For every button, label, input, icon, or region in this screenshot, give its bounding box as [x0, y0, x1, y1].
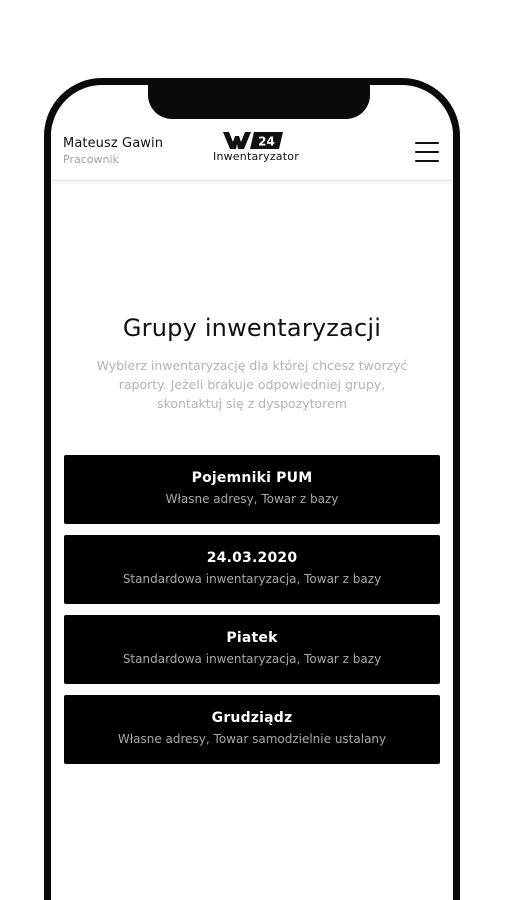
logo-text: Inwentaryzator — [213, 150, 299, 163]
user-role: Pracownik — [63, 153, 119, 166]
group-name: Pojemniki PUM — [191, 470, 313, 486]
menu-line — [415, 151, 439, 153]
group-list — [64, 455, 440, 775]
group-details: Standardowa inwentaryzacja, Towar z bazy — [122, 652, 382, 666]
logo-badge-text: 24 — [258, 134, 275, 149]
group-card-pojemniki-pum[interactable] — [64, 455, 440, 524]
w24-logo-icon — [223, 132, 283, 149]
group-card-24-03-2020[interactable] — [64, 535, 440, 604]
group-card-piatek[interactable] — [64, 615, 440, 684]
phone-notch — [148, 83, 370, 119]
group-name: Piatek — [226, 630, 278, 646]
menu-line — [415, 142, 439, 144]
group-card-grudziadz[interactable] — [64, 695, 440, 764]
user-name: Mateusz Gawin — [63, 136, 164, 151]
app-header — [51, 123, 453, 181]
group-details: Własne adresy, Towar z bazy — [165, 492, 339, 506]
page-title: Grupy inwentaryzacji — [122, 314, 382, 342]
app-logo — [213, 132, 299, 163]
hamburger-menu-icon[interactable] — [415, 142, 439, 162]
menu-line — [415, 160, 439, 162]
page-description: Wybierz inwentaryzację dla której chcesz tworzyć raporty. Jeżeli brakuje odpowiedniej grupy, skontaktuj się z dyspozytorem — [96, 358, 408, 411]
phone-frame — [44, 78, 460, 900]
user-info — [63, 136, 163, 166]
group-details: Standardowa inwentaryzacja, Towar z bazy — [122, 572, 382, 586]
group-name: Grudziądz — [211, 710, 293, 726]
group-name: 24.03.2020 — [206, 550, 298, 566]
group-details: Własne adresy, Towar samodzielnie ustalany — [117, 732, 387, 746]
